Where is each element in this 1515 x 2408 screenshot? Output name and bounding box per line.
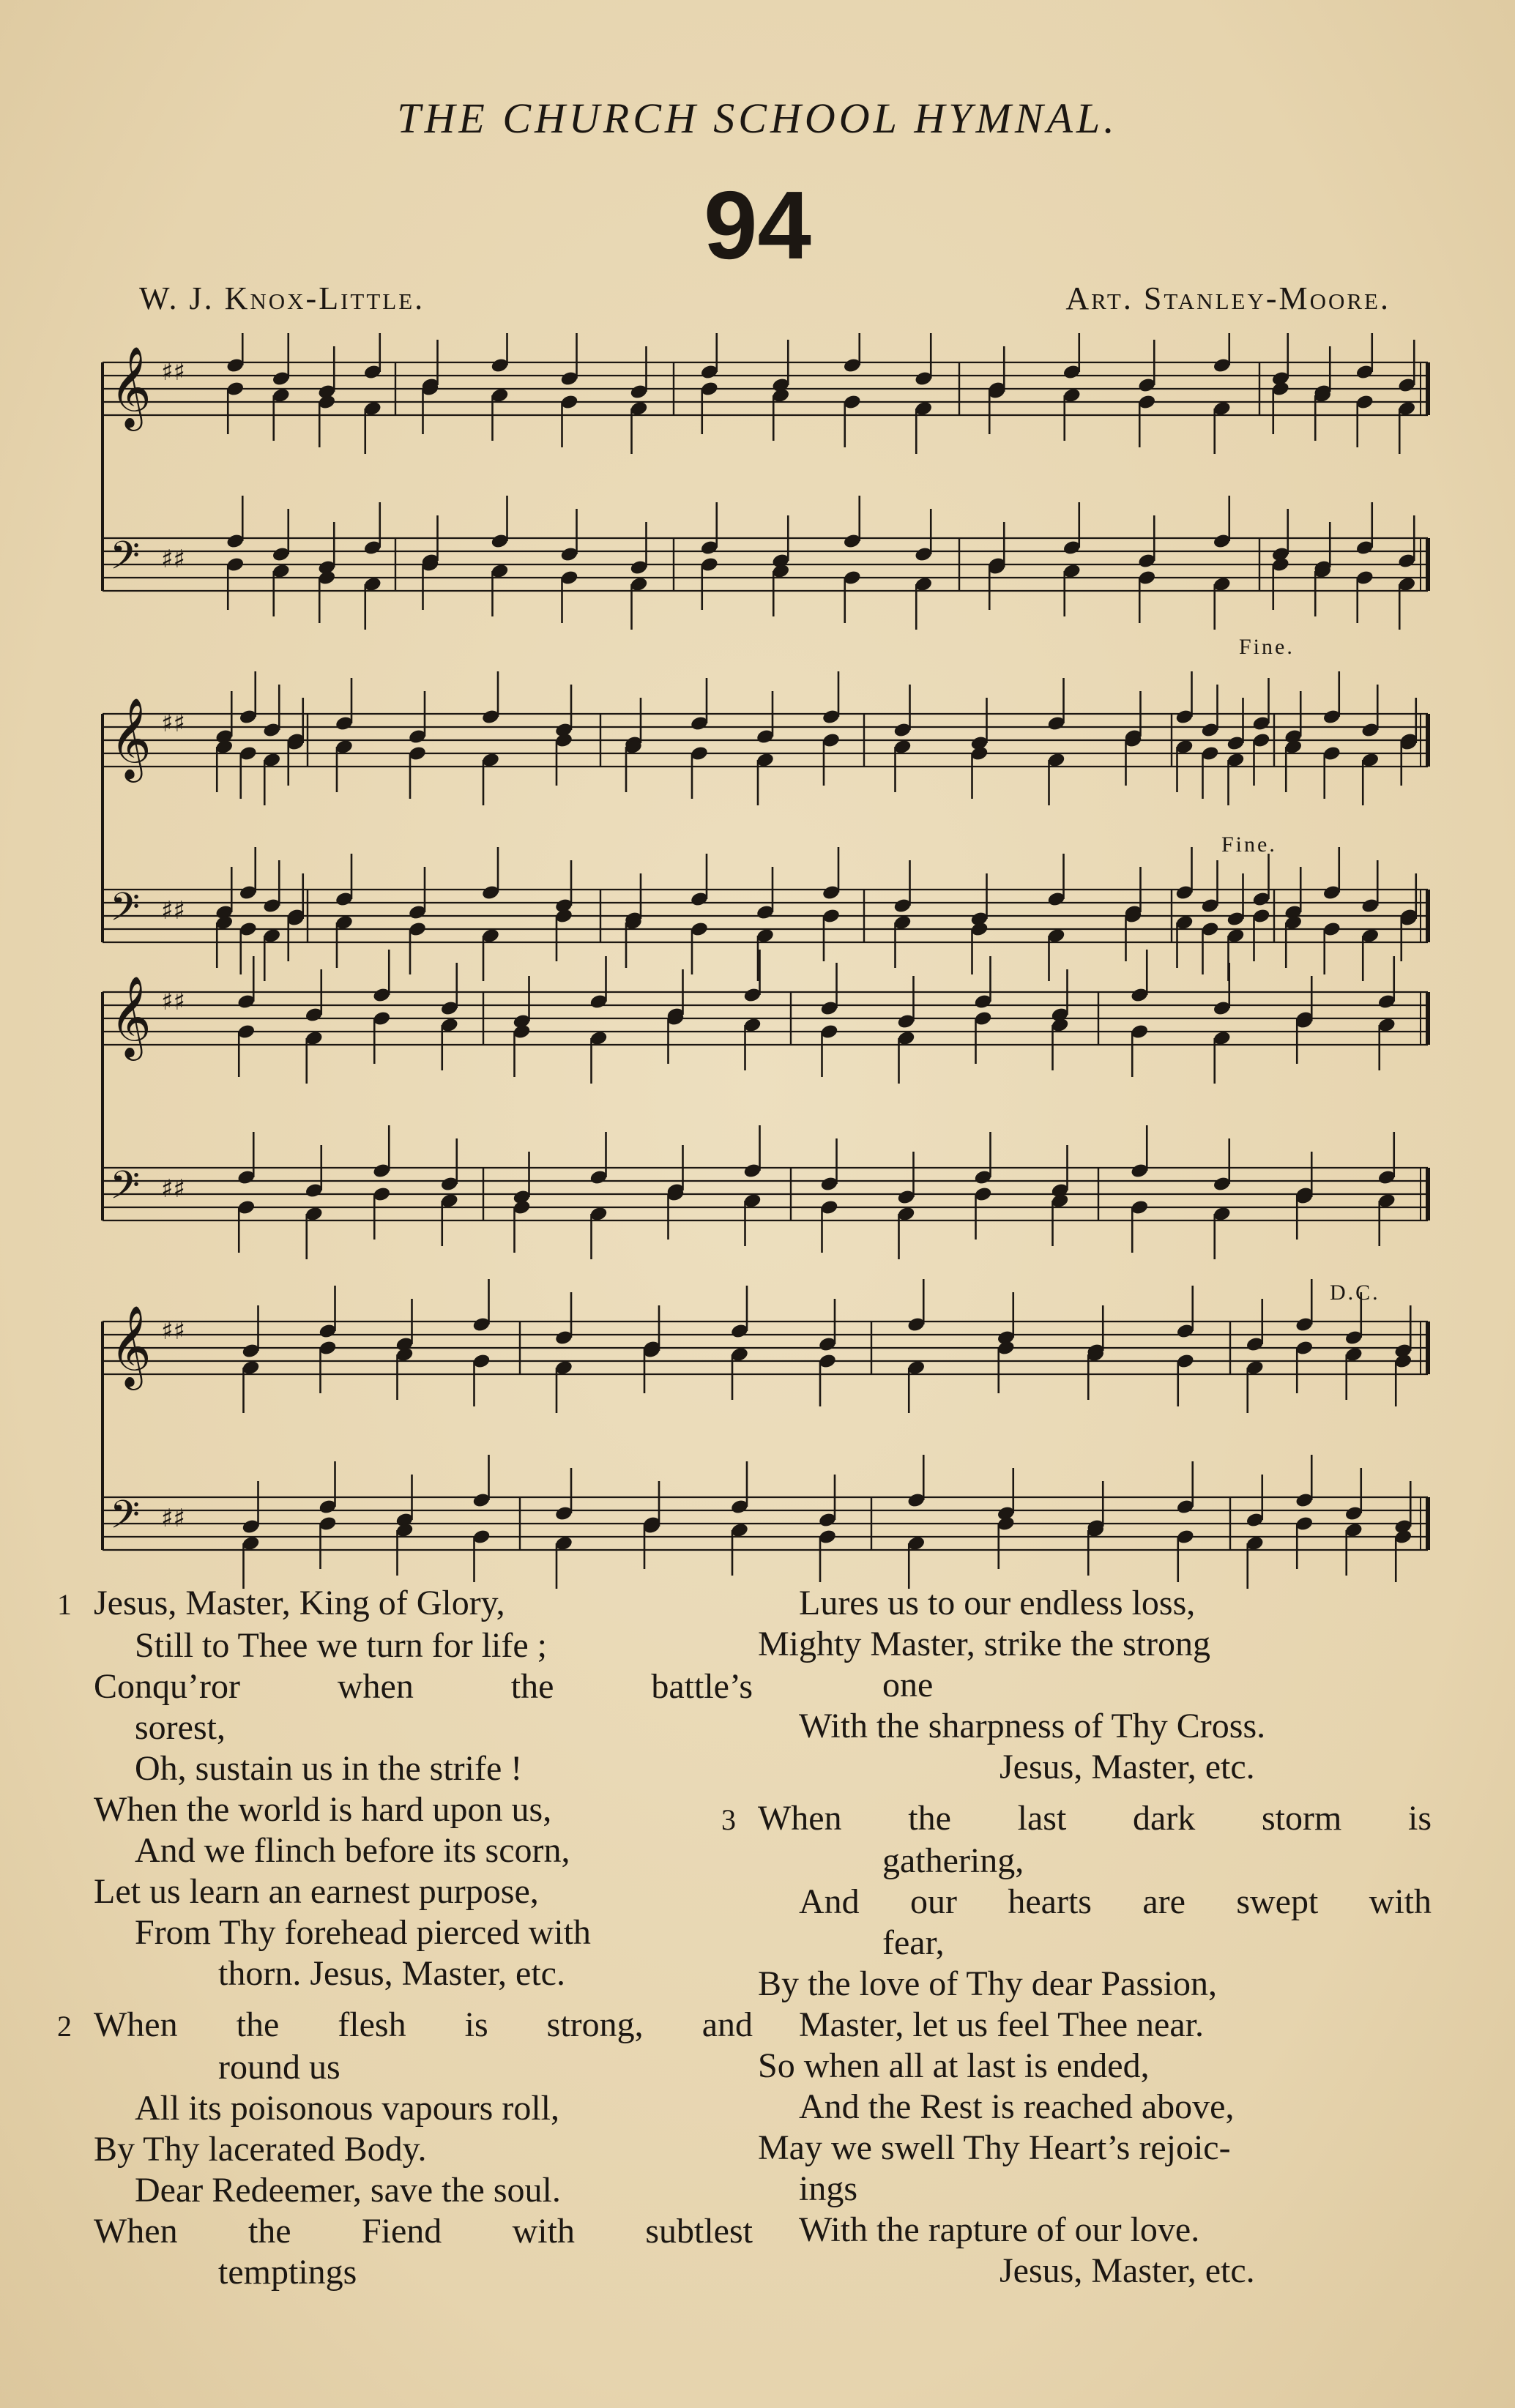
verse-line-text: Lures us to our endless loss, [799, 1584, 1196, 1622]
verse-line-text: sorest, [135, 1708, 226, 1747]
stanza-number: 2 [57, 2010, 72, 2043]
stanza [721, 1798, 1432, 2292]
sharp-icon: ♯♯ [161, 357, 185, 387]
verse-line-text: one [882, 1666, 934, 1704]
verse-line [758, 1583, 1432, 1624]
verse-line [721, 1798, 1432, 1841]
verse-line-text: From Thy forehead pierced with [135, 1913, 591, 1952]
treble-clef-icon: 𝄞 [110, 346, 152, 428]
verse-line-text: By Thy lacerated Body. [94, 2130, 427, 2169]
verse-line [758, 2210, 1432, 2251]
verse-line [94, 2211, 753, 2252]
verse-line-text: fear, [882, 1923, 945, 1962]
verse-line-text: ings [799, 2169, 858, 2208]
verse-line-text: When the last dark storm is [758, 1799, 1432, 1838]
score-svg [88, 333, 1435, 1592]
verse-line-text: Let us learn an earnest purpose, [94, 1872, 539, 1911]
verse-line-text: Jesus, Master, King of Glory, [94, 1584, 505, 1622]
music-score [88, 333, 1435, 1592]
verse-line-text: Dear Redeemer, save the soul. [135, 2171, 561, 2210]
verse-line [758, 2169, 1432, 2210]
verse-line [758, 1841, 1432, 1882]
verse-line [758, 2046, 1432, 2087]
sharp-icon: ♯♯ [161, 987, 185, 1016]
verse-line [94, 2047, 753, 2088]
verse-line [94, 2088, 753, 2129]
sharp-icon: ♯♯ [161, 1174, 185, 1204]
verse-line-text: And our hearts are swept with [799, 1882, 1432, 1921]
sharp-icon: ♯♯ [161, 1504, 185, 1533]
verse-line-text: May we swell Thy Heart’s rejoic- [758, 2128, 1231, 2167]
verse-line-text: Mighty Master, strike the strong [758, 1625, 1210, 1663]
verse-line [57, 1583, 753, 1625]
verse-line-text: Jesus, Master, etc. [1000, 1748, 1255, 1786]
verse-line [94, 2252, 753, 2293]
verse-line-text: All its poisonous vapours roll, [135, 2089, 560, 2128]
verse-line [94, 1830, 753, 1871]
verse-line [758, 1964, 1432, 2005]
verse-line [94, 2170, 753, 2211]
verse-line [94, 1953, 753, 1994]
verse-line [758, 2251, 1432, 2292]
verse-line-text: With the sharpness of Thy Cross. [799, 1707, 1266, 1745]
verse-line-text: round us [218, 2048, 340, 2087]
stanza [57, 1583, 753, 1994]
verse-line [758, 2005, 1432, 2046]
verse-line-text: By the love of Thy dear Passion, [758, 1964, 1218, 2003]
stanza [758, 1583, 1432, 1788]
sharp-icon: ♯♯ [161, 896, 185, 925]
fine-marker-treble: Fine. [1239, 635, 1295, 659]
verse-line-text: When the world is hard upon us, [94, 1790, 552, 1829]
verse-line [758, 1706, 1432, 1747]
verse-line-text: With the rapture of our love. [799, 2210, 1200, 2249]
verses-right-column [721, 1583, 1432, 2302]
verse-line-text: And we flinch before its scorn, [135, 1831, 570, 1870]
verse-line [94, 1666, 753, 1707]
verse-line [758, 2128, 1432, 2169]
verse-line [758, 1624, 1432, 1665]
hymn-number: 94 [704, 171, 811, 279]
verse-line [758, 1923, 1432, 1964]
verse-line-text: Still to Thee we turn for life ; [135, 1626, 547, 1665]
verse-line [94, 1707, 753, 1748]
stanza [57, 2005, 753, 2293]
verse-line [94, 1789, 753, 1830]
verse-line-text: So when all at last is ended, [758, 2046, 1150, 2085]
verse-line [758, 1882, 1432, 1923]
verse-line-text: thorn. Jesus, Master, etc. [218, 1954, 565, 1993]
verse-line [758, 1747, 1432, 1788]
treble-clef-icon: 𝄞 [110, 697, 152, 779]
verse-line-text: Jesus, Master, etc. [1000, 2251, 1255, 2290]
verse-line-text: When the Fiend with subtlest [94, 2212, 753, 2251]
fine-marker-bass: Fine. [1221, 832, 1277, 857]
verse-line [94, 1748, 753, 1789]
bass-clef-icon: 𝄢 [110, 885, 141, 939]
bass-clef-icon: 𝄢 [110, 1163, 141, 1218]
verse-line [758, 1665, 1432, 1706]
arranger-credit: Art. Stanley-Moore. [1065, 280, 1391, 316]
verse-line-text: Master, let us feel Thee near. [799, 2005, 1204, 2044]
stanza-number: 3 [721, 1803, 736, 1836]
verse-line-text: temptings [218, 2253, 357, 2292]
verse-line-text: When the flesh is strong, and [94, 2005, 753, 2044]
verse-line-text: Oh, sustain us in the strife ! [135, 1749, 523, 1788]
stanza-number: 1 [57, 1588, 72, 1621]
sharp-icon: ♯♯ [161, 1316, 185, 1346]
author-credit: W. J. Knox-Little. [139, 280, 425, 316]
verse-line-text: Conqu’ror when the battle’s [94, 1667, 753, 1706]
verse-line [94, 1912, 753, 1953]
verse-line [94, 2129, 753, 2170]
sharp-icon: ♯♯ [161, 545, 185, 574]
verse-line [94, 1871, 753, 1912]
verses-left-column [57, 1583, 753, 2303]
verse-line [94, 1625, 753, 1666]
treble-clef-icon: 𝄞 [110, 1305, 152, 1387]
bass-clef-icon: 𝄢 [110, 534, 141, 588]
verse-line-text: And the Rest is reached above, [799, 2087, 1235, 2126]
verse-line [57, 2005, 753, 2047]
bass-clef-icon: 𝄢 [110, 1493, 141, 1547]
verse-line [758, 2087, 1432, 2128]
sharp-icon: ♯♯ [161, 709, 185, 738]
treble-clef-icon: 𝄞 [110, 975, 152, 1057]
running-title: THE CHURCH SCHOOL HYMNAL. [397, 94, 1118, 142]
verse-line-text: gathering, [882, 1841, 1024, 1880]
dc-marker: D.C. [1330, 1281, 1380, 1305]
